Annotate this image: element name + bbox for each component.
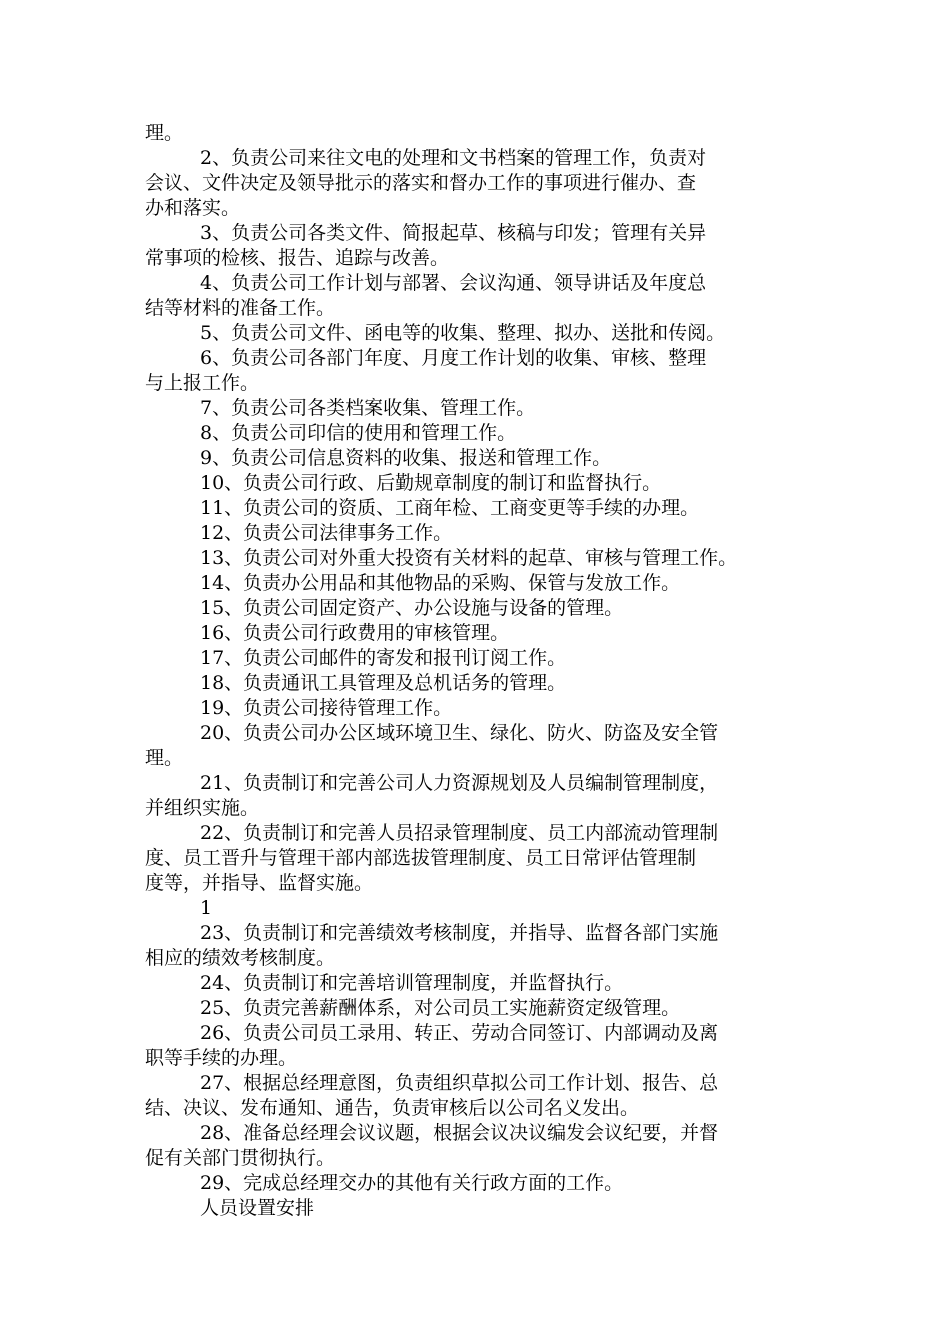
text-line: 17、负责公司邮件的寄发和报刊订阅工作。 bbox=[200, 647, 567, 669]
text-line: 26、负责公司员工录用、转正、劳动合同签订、内部调动及离 bbox=[200, 1022, 719, 1044]
text-line: 19、负责公司接待管理工作。 bbox=[200, 697, 453, 719]
text-line: 12、负责公司法律事务工作。 bbox=[200, 522, 453, 544]
text-line: 6、负责公司各部门年度、月度工作计划的收集、审核、整理 bbox=[200, 347, 707, 369]
text-line: 9、负责公司信息资料的收集、报送和管理工作。 bbox=[200, 447, 612, 469]
text-line: 常事项的检核、报告、追踪与改善。 bbox=[145, 247, 450, 269]
text-line: 会议、文件决定及领导批示的落实和督办工作的事项进行催办、查 bbox=[145, 172, 697, 194]
text-line: 3、负责公司各类文件、简报起草、核稿与印发；管理有关异 bbox=[200, 222, 707, 244]
text-line: 25、负责完善薪酬体系，对公司员工实施薪资定级管理。 bbox=[200, 997, 681, 1019]
text-line: 11、负责公司的资质、工商年检、工商变更等手续的办理。 bbox=[200, 497, 700, 519]
text-line: 与上报工作。 bbox=[145, 372, 260, 394]
text-line: 并组织实施。 bbox=[145, 797, 260, 819]
text-line: 结、决议、发布通知、通告，负责审核后以公司名义发出。 bbox=[145, 1097, 640, 1119]
text-line: 20、负责公司办公区域环境卫生、绿化、防火、防盗及安全管 bbox=[200, 722, 719, 744]
text-line: 职等手续的办理。 bbox=[145, 1047, 298, 1069]
text-line: 27、根据总经理意图，负责组织草拟公司工作计划、报告、总 bbox=[200, 1072, 719, 1094]
text-line: 相应的绩效考核制度。 bbox=[145, 947, 336, 969]
document-body bbox=[145, 121, 825, 1221]
text-line: 13、负责公司对外重大投资有关材料的起草、审核与管理工作。 bbox=[200, 547, 738, 569]
text-line: 度等，并指导、监督实施。 bbox=[145, 872, 374, 894]
text-line: 18、负责通讯工具管理及总机话务的管理。 bbox=[200, 672, 567, 694]
text-line: 理。 bbox=[145, 747, 184, 769]
text-line: 22、负责制订和完善人员招录管理制度、员工内部流动管理制 bbox=[200, 822, 719, 844]
text-line: 23、负责制订和完善绩效考核制度，并指导、监督各部门实施 bbox=[200, 922, 719, 944]
text-line: 促有关部门贯彻执行。 bbox=[145, 1147, 336, 1169]
text-line: 7、负责公司各类档案收集、管理工作。 bbox=[200, 397, 536, 419]
text-line: 15、负责公司固定资产、办公设施与设备的管理。 bbox=[200, 597, 624, 619]
text-line: 办和落实。 bbox=[145, 197, 241, 219]
text-line: 5、负责公司文件、函电等的收集、整理、拟办、送批和传阅。 bbox=[200, 322, 726, 344]
page-number: 1 bbox=[200, 897, 213, 919]
text-line: 2、负责公司来往文电的处理和文书档案的管理工作，负责对 bbox=[200, 147, 707, 169]
text-line: 理。 bbox=[145, 122, 184, 144]
text-line: 24、负责制订和完善培训管理制度，并监督执行。 bbox=[200, 972, 624, 994]
text-line: 29、完成总经理交办的其他有关行政方面的工作。 bbox=[200, 1172, 624, 1194]
text-line: 度、员工晋升与管理干部内部选拔管理制度、员工日常评估管理制 bbox=[145, 847, 697, 869]
text-line: 28、准备总经理会议议题，根据会议决议编发会议纪要，并督 bbox=[200, 1122, 719, 1144]
text-line: 21、负责制订和完善公司人力资源规划及人员编制管理制度， bbox=[200, 772, 719, 794]
text-line: 结等材料的准备工作。 bbox=[145, 297, 336, 319]
text-line: 4、负责公司工作计划与部署、会议沟通、领导讲话及年度总 bbox=[200, 272, 707, 294]
text-line: 14、负责办公用品和其他物品的采购、保管与发放工作。 bbox=[200, 572, 681, 594]
text-line: 10、负责公司行政、后勤规章制度的制订和监督执行。 bbox=[200, 472, 662, 494]
text-line: 人员设置安排 bbox=[200, 1197, 315, 1219]
text-line: 16、负责公司行政费用的审核管理。 bbox=[200, 622, 510, 644]
text-line: 8、负责公司印信的使用和管理工作。 bbox=[200, 422, 517, 444]
